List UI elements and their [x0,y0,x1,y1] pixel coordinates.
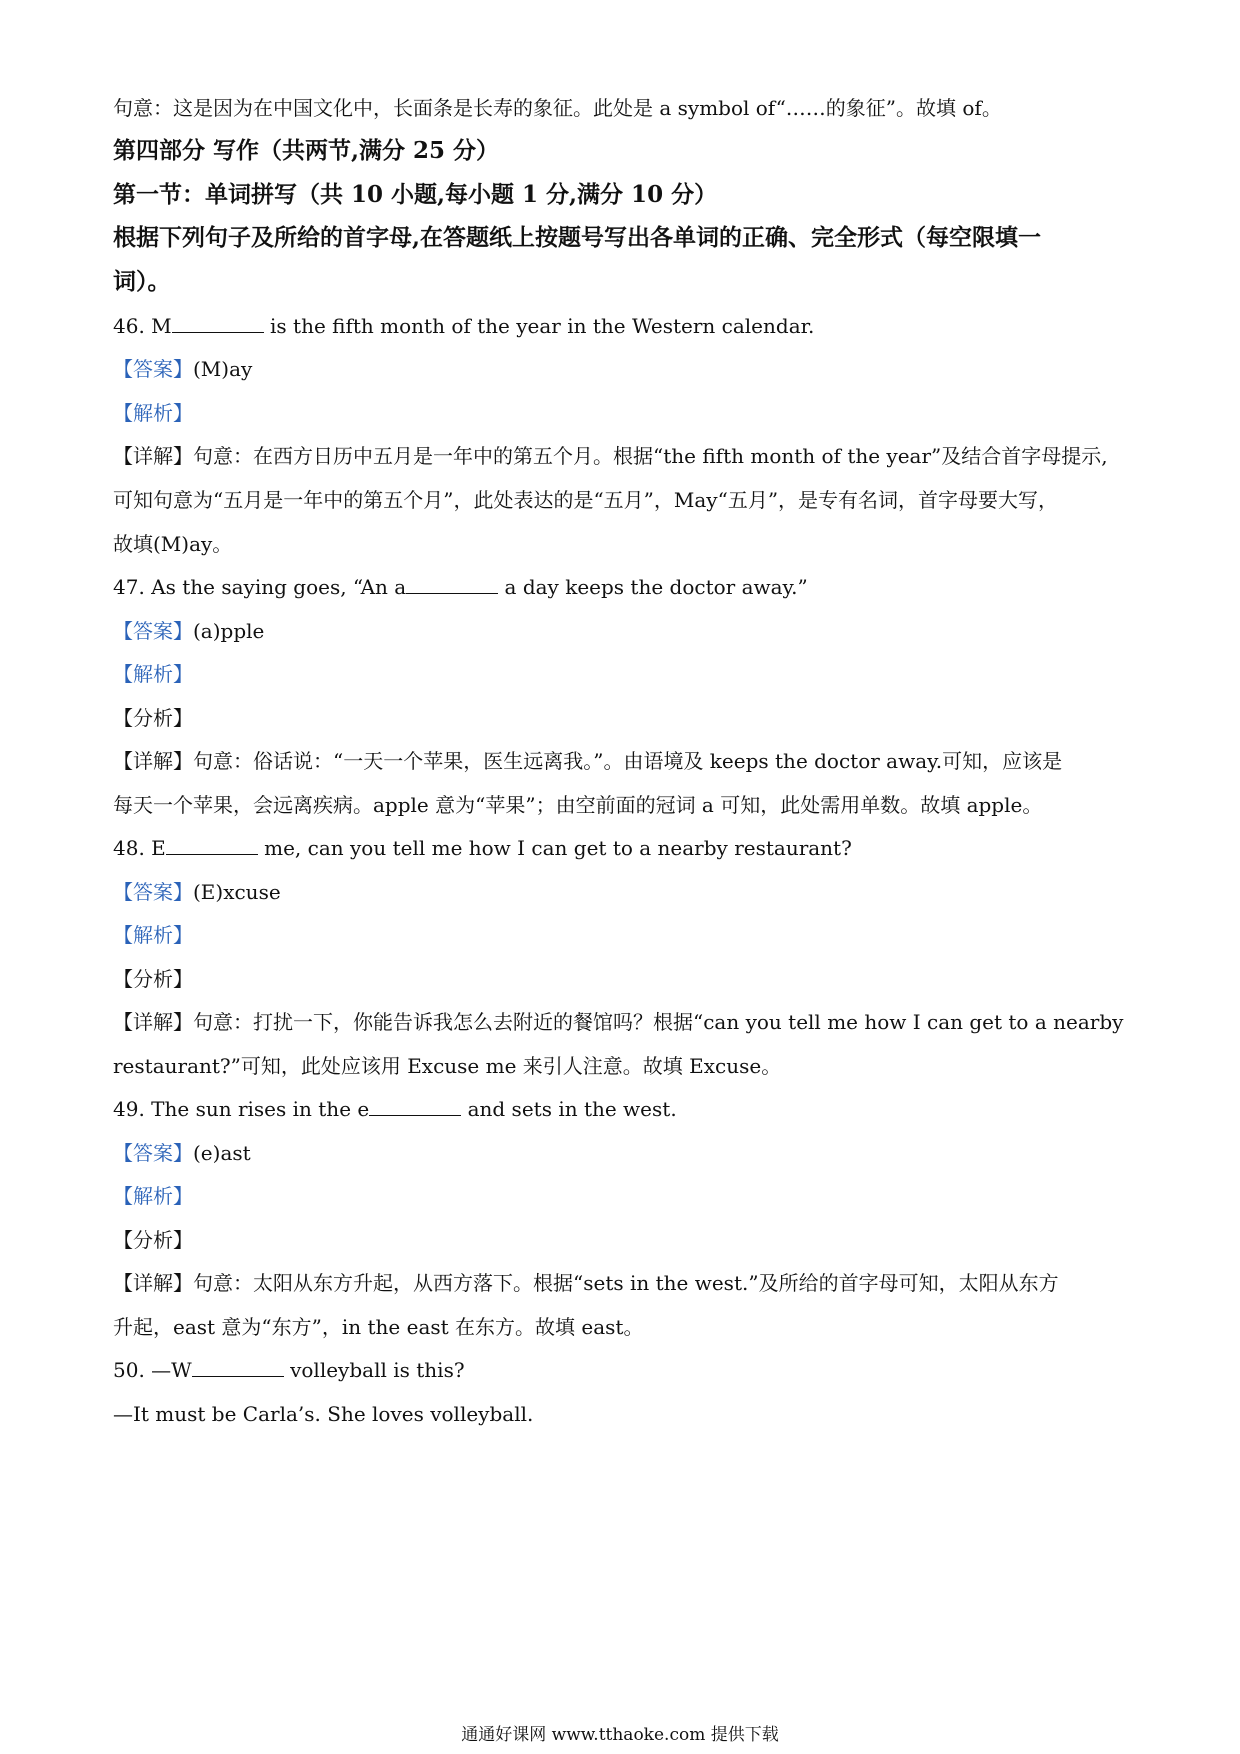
detail-label: 【详解】 [113,1271,193,1295]
question-50 [113,1355,1133,1385]
detail-line: 升起，east 意为“东方”，in the east 在东方。故填 east。 [113,1315,644,1339]
answer-line [113,616,1133,646]
analysis-label: 【解析】 [113,1184,193,1208]
detail-line [113,1007,1133,1037]
footer-credit: 通通好课网 www.tthaoke.com 提供下载 [461,1725,779,1745]
instruction-line: 词）。 [113,268,171,295]
answer-label: 【答案】 [113,357,193,381]
detail-line [113,1268,1133,1298]
answer-text: (a)pple [193,619,265,643]
instruction-line: 根据下列句子及所给的首字母,在答题纸上按题号写出各单词的正确、完全形式（每空限填一 [113,224,1042,251]
fenxi-label: 【分析】 [113,967,193,991]
question-text: 50. —W [113,1358,192,1382]
answer-blank [406,575,498,594]
question-text: 47. As the saying goes, “An a [113,575,407,599]
detail-text: 句意：俗话说：“一天一个苹果，医生远离我。”。由语境及 keeps the doctor away.可知，应该是 [193,749,1063,773]
question-49 [113,1094,1133,1124]
answer-label: 【答案】 [113,1141,193,1165]
analysis-line [113,920,1133,950]
analysis-line [113,1181,1133,1211]
answer-blank [192,1358,284,1377]
detail-label: 【详解】 [113,444,193,468]
question-text: volleyball is this? [283,1358,465,1382]
answer-line [113,877,1133,907]
detail-text: 句意：太阳从东方升起，从西方落下。根据“sets in the west.”及所给的首字母可知，太阳从东方 [193,1271,1059,1295]
detail-line: 故填(M)ay。 [113,532,233,556]
question-46 [113,311,1133,341]
question-text: me, can you tell me how I can get to a nearby restaurant? [257,836,852,860]
dialogue-reply: —It must be Carla’s. She loves volleyball. [113,1402,534,1426]
detail-label: 【详解】 [113,1010,193,1034]
answer-text: (M)ay [193,357,253,381]
detail-text: 句意：打扰一下，你能告诉我怎么去附近的餐馆吗？根据“can you tell me how I can get to a nearby [193,1010,1124,1034]
answer-blank [369,1097,461,1116]
analysis-label: 【解析】 [113,401,193,425]
answer-line [113,1138,1133,1168]
answer-text: (e)ast [193,1141,251,1165]
answer-text: (E)xcuse [193,880,281,904]
question-text: 48. E [113,836,166,860]
question-text: 49. The sun rises in the e [113,1097,370,1121]
detail-line [113,441,1133,471]
answer-label: 【答案】 [113,880,193,904]
question-47 [113,572,1133,602]
question-text: a day keeps the doctor away.” [498,575,808,599]
detail-label: 【详解】 [113,749,193,773]
analysis-line [113,659,1133,689]
fenxi-label: 【分析】 [113,1228,193,1252]
detail-line: 每天一个苹果，会远离疾病。apple 意为“苹果”；由空前面的冠词 a 可知，此处需用单数。故填 apple。 [113,793,1043,817]
question-48 [113,833,1133,863]
question-text: is the fifth month of the year in the Western calendar. [263,314,815,338]
question-text: and sets in the west. [461,1097,677,1121]
subsection-heading: 第一节：单词拼写（共 10 小题,每小题 1 分,满分 10 分） [113,181,718,208]
fenxi-line [113,964,1133,994]
detail-text: 句意：在西方日历中五月是一年中的第五个月。根据“the fifth month of the year”及结合首字母提示, [193,444,1108,468]
detail-line: restaurant?”可知，此处应该用 Excuse me 来引人注意。故填 Excuse。 [113,1054,782,1078]
fenxi-line [113,1225,1133,1255]
question-text: 46. M [113,314,172,338]
answer-blank [166,836,258,855]
analysis-label: 【解析】 [113,923,193,947]
answer-line [113,354,1133,384]
fenxi-label: 【分析】 [113,706,193,730]
analysis-line [113,398,1133,428]
fenxi-line [113,703,1133,733]
answer-blank [172,314,264,333]
text-line: 句意：这是因为在中国文化中，长面条是长寿的象征。此处是 a symbol of“……的象征”。故填 of。 [113,96,1002,120]
answer-label: 【答案】 [113,619,193,643]
section-heading: 第四部分 写作（共两节,满分 25 分） [113,137,500,164]
detail-line: 可知句意为“五月是一年中的第五个月”，此处表达的是“五月”，May“五月”，是专有名词，首字母要大写， [113,488,1059,512]
analysis-label: 【解析】 [113,662,193,686]
detail-line [113,746,1133,776]
